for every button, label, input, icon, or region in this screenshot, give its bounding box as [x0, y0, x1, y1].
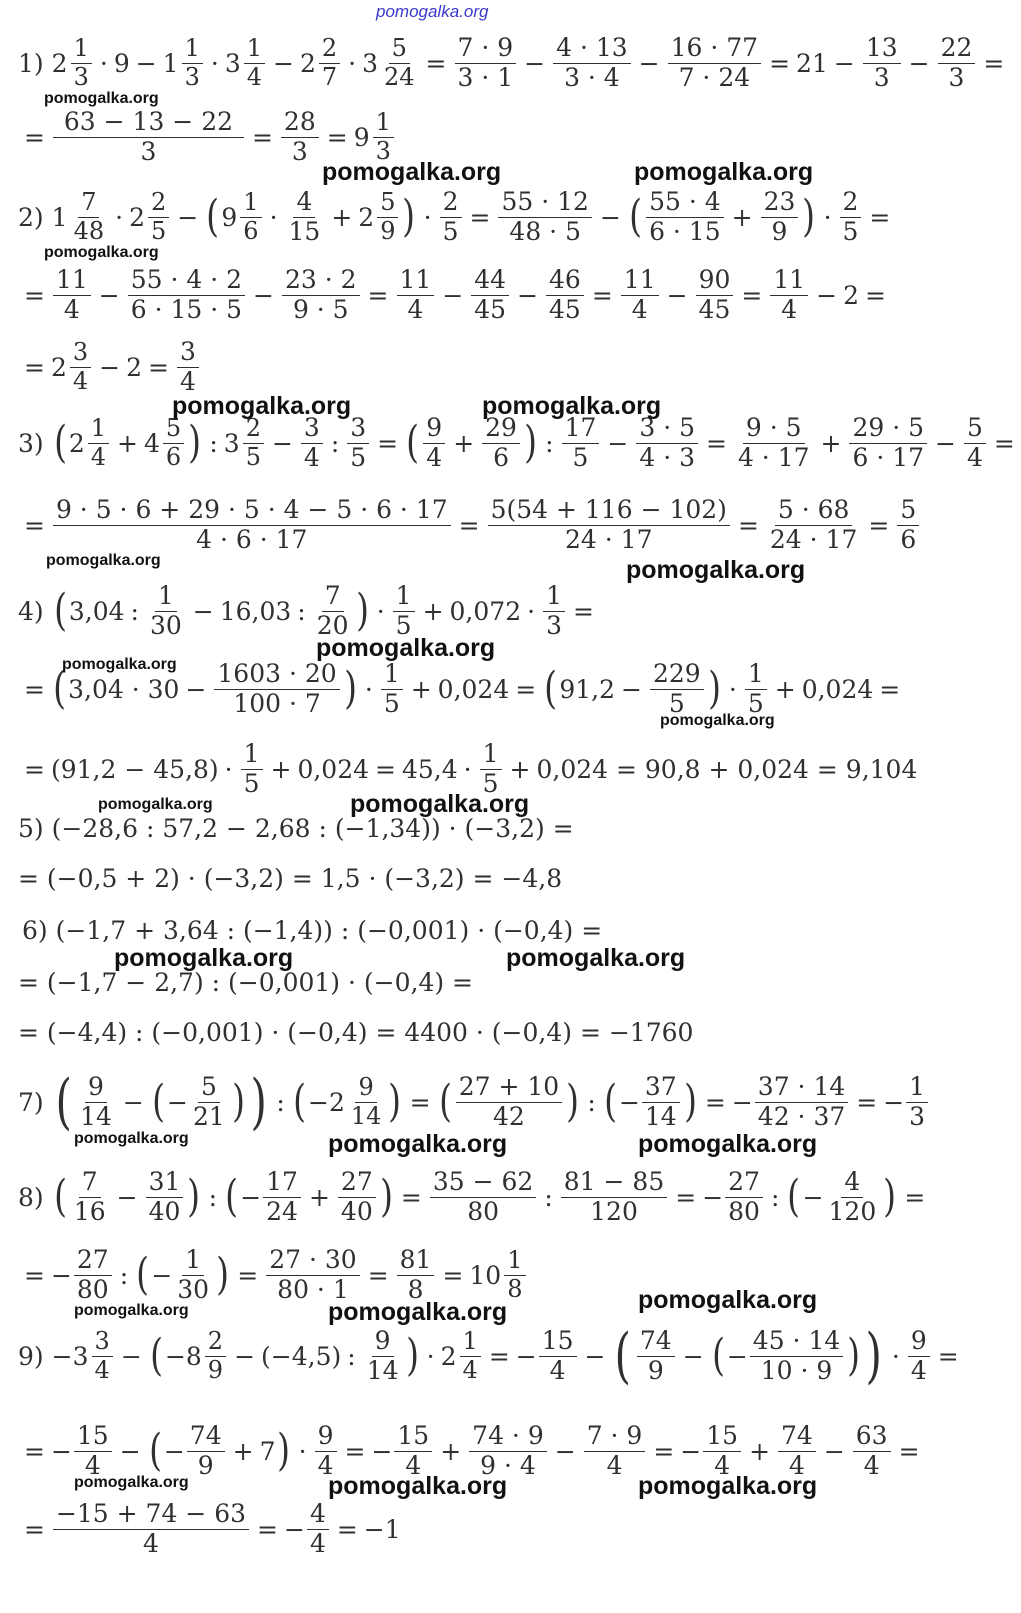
problem-1-line-2: = $\frac{63 - 13 - 22}{3}$ = $\frac{28}{3}$ = 9 1 3 [18, 108, 396, 167]
watermark-text: pomogalka.org [62, 656, 177, 673]
watermark-text: pomogalka.org [74, 1130, 189, 1147]
watermark-text: pomogalka.org [350, 790, 530, 818]
problem-label: 5) [18, 814, 44, 843]
problem-label: 7) [18, 1087, 44, 1117]
problem-label: 4) [18, 596, 44, 626]
problem-4-line-2: = ( 3,04 · 30 − $\frac{1603 \cdot 20}{100 \cdot 7}$ ) · 1 5 + 0,024 = ( 91,2 − $\frac{229}{5}$ ) · 1 5 + 0,024 = [24, 659, 901, 718]
watermark-text: pomogalka.org [114, 944, 294, 972]
problem-6-line-2: = (−1,7 − 2,7) : (−0,001) · (−0,4) = [18, 968, 473, 997]
watermark-text: pomogalka.org [506, 944, 686, 972]
problem-2-line-3: = 2 3 4 − 2 = $\frac{3}{4}$ [18, 338, 201, 397]
watermark-text: pomogalka.org [328, 1472, 508, 1500]
watermark-text: pomogalka.org [638, 1286, 818, 1314]
watermark-text: pomogalka.org [328, 1130, 508, 1158]
watermark-text: pomogalka.org [482, 392, 662, 420]
watermark-text: pomogalka.org [98, 796, 213, 813]
watermark-text: pomogalka.org [44, 90, 159, 107]
problem-6-line-3: = (−4,4) : (−0,001) · (−0,4) = 4400 · (−0,4) = −1760 [18, 1018, 694, 1047]
problem-5-line-1: 5) (−28,6 : 57,2 − 2,68 : (−1,34)) · (−3,2) = [18, 814, 574, 843]
problem-5-line-2: = (−0,5 + 2) · (−3,2) = 1,5 · (−3,2) = −4,8 [18, 864, 563, 893]
problem-9-line-1: 9) − 3 3 4 − ( − 8 2 9 − (−4,5) : 9 14 ) · 2 1 4 = − $\frac{15}{4}$ − ( 74 9 − ( − 45 · 14 10 · 9 ) ) · $\frac{9}{4}$ = [18, 1321, 959, 1391]
watermark-text: pomogalka.org [46, 552, 161, 569]
problem-4-line-1: 4) ( 3,04 : 1 30 − 16,03 : 7 20 ) · 1 5 + 0,072 · $\frac{1}{3}$ = [18, 581, 594, 640]
watermark-text: pomogalka.org [638, 1130, 818, 1158]
watermark-text: pomogalka.org [172, 392, 352, 420]
problem-9-line-3: = $\frac{-15 + 74 - 63}{4}$ = − $\frac{4}{4}$ = −1 [24, 1499, 401, 1558]
problem-label: 3) [18, 428, 44, 458]
watermark-text: pomogalka.org [626, 556, 806, 584]
watermark-text: pomogalka.org [660, 712, 775, 729]
problem-6-line-1: 6) (−1,7 + 3,64 : (−1,4)) : (−0,001) · (−0,4) = [22, 916, 603, 945]
problem-label: 2) [18, 202, 44, 232]
problem-2-line-1: 2) 1 7 48 · 2 2 5 − ( 9 1 6 · 4 15 + 2 5 9 ) · $\frac{2}{5}$ = $\frac{55 \cdot 12}{48 \cdot 5}$ − ( 55 · 4 6 · 15 + $\frac{23}{9}$ ) · $\frac{2}{5}$ = [18, 187, 891, 246]
problem-2-line-2: = $\frac{11}{4}$ − $\frac{55 \cdot 4 \cdot 2}{6 \cdot 15 \cdot 5}$ − $\frac{23 \cdot 2}{9 \cdot 5}$ = $\frac{11}{4}$ − $\frac{44}{45}$ − $\frac{46}{45}$ = $\frac{11}{4}$ − $\frac{90}{45}$ = $\frac{11}{4}$ − 2 = [24, 265, 886, 324]
watermark-text: pomogalka.org [74, 1302, 189, 1319]
problem-7-line-1: 7) ( 9 14 − ( − 5 21 ) ) : ( − 2 9 14 ) = ( 27 + 10 42 ) : ( − 37 14 ) = − $\frac{37 \cdot 14}{42 \cdot 37}$ = − $\frac{1}{3}$ [18, 1072, 930, 1132]
problem-1-line-1: 1) 2 1 3 · 9 − 1 1 3 · 3 1 4 − 2 2 7 · 3 5 24 = $\frac{7 \cdot 9}{3 \cdot 1}$ − $\frac{4 \cdot 13}{3 \cdot 4}$ − $\frac{16 \cdot 77}{7 \cdot 24}$ = 21 − $\frac{13}{3}$ − $\frac{22}{3}$ = [18, 33, 1005, 92]
problem-8-line-1: 8) ( 7 16 − $\frac{31}{40}$ ) : ( − 17 24 + $\frac{27}{40}$ ) = $\frac{35 - 62}{80}$ : $\frac{81 - 85}{120}$ = − $\frac{27}{80}$ : ( − 4 120 ) = [18, 1167, 926, 1226]
watermark-text: pomogalka.org [322, 158, 502, 186]
problem-3-line-2: = $\frac{9 \cdot 5 \cdot 6 + 29 \cdot 5 \cdot 4 - 5 \cdot 6 \cdot 17}{4 \cdot 6 \cdot 17}$ = $\frac{5(54 + 116 - 102)}{24 \cdot 17}$ = $\frac{5 \cdot 68}{24 \cdot 17}$ = $\frac{5}{6}$ [18, 496, 921, 555]
problem-3-line-1: 3) ( 2 1 4 + 4 5 6 ) : 3 2 5 − $\frac{3}{4}$ : $\frac{3}{5}$ = ( 9 4 + $\frac{29}{6}$ ) : 17 5 − $\frac{3 \cdot 5}{4 \cdot 3}$ = $\frac{9 \cdot 5}{4 \cdot 17}$ + $\frac{29 \cdot 5}{6 \cdot 17}$ − $\frac{5}{4}$ = [18, 413, 1015, 472]
problem-label: 6) [22, 916, 48, 945]
watermark-text: pomogalka.org [316, 634, 496, 662]
problem-4-line-3: = (91,2 − 45,8) · 1 5 + 0,024 = 45,4 · 1 5 + 0,024 = 90,8 + 0,024 = 9,104 [24, 739, 918, 798]
problem-label: 9) [18, 1341, 44, 1371]
watermark-text: pomogalka.org [74, 1474, 189, 1491]
problem-label: 8) [18, 1182, 44, 1212]
watermark-text: pomogalka.org [328, 1298, 508, 1326]
problem-8-line-2: = − $\frac{27}{80}$ : ( − 1 30 ) = $\frac{27 \cdot 30}{80 \cdot 1}$ = $\frac{81}{8}$ = 10 1 8 [18, 1246, 528, 1305]
problem-9-line-2: = − $\frac{15}{4}$ − ( − 74 9 + 7 ) · $\frac{9}{4}$ = − $\frac{15}{4}$ + $\frac{74 \cdot 9}{9 \cdot 4}$ − $\frac{7 \cdot 9}{4}$ = − $\frac{15}{4}$ + $\frac{74}{4}$ − $\frac{63}{4}$ = [24, 1421, 920, 1480]
site-header-watermark: pomogalka.org [376, 2, 489, 21]
watermark-text: pomogalka.org [638, 1472, 818, 1500]
problem-label: 1) [18, 48, 44, 78]
watermark-text: pomogalka.org [634, 158, 814, 186]
watermark-text: pomogalka.org [44, 244, 159, 261]
